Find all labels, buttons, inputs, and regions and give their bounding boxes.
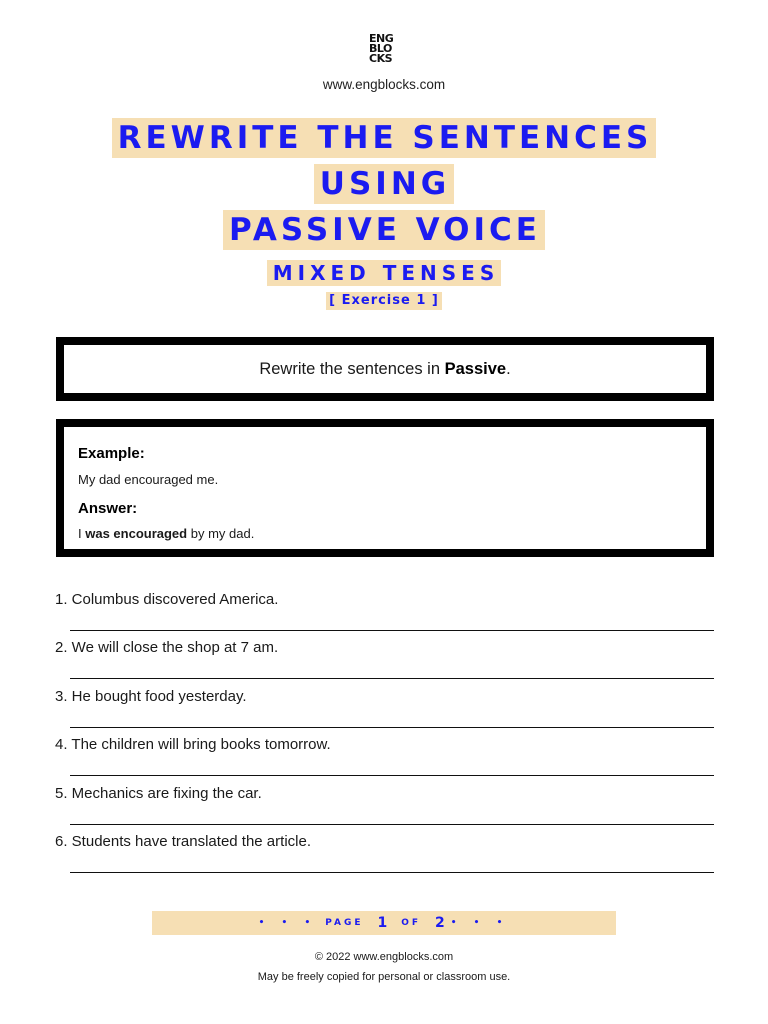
total-pages: 2 (435, 915, 445, 931)
example-answer: I was encouraged by my dad. (78, 526, 255, 541)
example-heading: Example: (78, 445, 145, 462)
answer-line-2[interactable] (70, 678, 714, 679)
license-note: May be freely copied for personal or classroom use. (257, 971, 511, 983)
question-1: 1. Columbus discovered America. (55, 591, 279, 608)
worksheet-subtitle: MIXED TENSES (267, 260, 502, 286)
site-url[interactable]: www.engblocks.com (322, 77, 446, 92)
engblocks-logo (369, 34, 401, 64)
copyright: © 2022 www.engblocks.com (314, 951, 454, 963)
question-6: 6. Students have translated the article. (55, 833, 311, 850)
pagination-dots-left: • • • (258, 918, 318, 928)
exercise-label: [ Exercise 1 ] (326, 292, 442, 310)
question-5: 5. Mechanics are fixing the car. (55, 785, 262, 802)
logo-line-2: BLO (369, 42, 392, 55)
title-line-1: REWRITE THE SENTENCES (112, 118, 657, 158)
answer-line-6[interactable] (70, 872, 714, 873)
worksheet-title (0, 118, 768, 256)
answer-bold: was encouraged (85, 526, 188, 541)
title-line-3: PASSIVE VOICE (223, 210, 545, 250)
question-2: 2. We will close the shop at 7 am. (55, 639, 279, 656)
pagination-dots-right: • • • (450, 918, 510, 928)
title-line-2: USING (314, 164, 454, 204)
pagination-bar (152, 911, 616, 935)
of-word: OF (401, 918, 422, 928)
instruction-text: Rewrite the sentences in Passive. (259, 359, 511, 378)
page-word: PAGE (325, 918, 364, 928)
logo-line-3: CKS (369, 52, 393, 65)
logo-line-1: ENG (369, 32, 394, 45)
current-page: 1 (377, 915, 388, 931)
answer-line-1[interactable] (70, 630, 714, 631)
question-4: 4. The children will bring books tomorrow. (55, 736, 331, 753)
answer-heading: Answer: (78, 500, 138, 517)
instruction-bold: Passive (444, 359, 507, 378)
example-sentence: My dad encouraged me. (78, 472, 219, 487)
answer-line-4[interactable] (70, 775, 714, 776)
answer-line-5[interactable] (70, 824, 714, 825)
example-box (56, 419, 714, 557)
instruction-box (56, 337, 714, 401)
question-3: 3. He bought food yesterday. (55, 688, 247, 705)
answer-line-3[interactable] (70, 727, 714, 728)
